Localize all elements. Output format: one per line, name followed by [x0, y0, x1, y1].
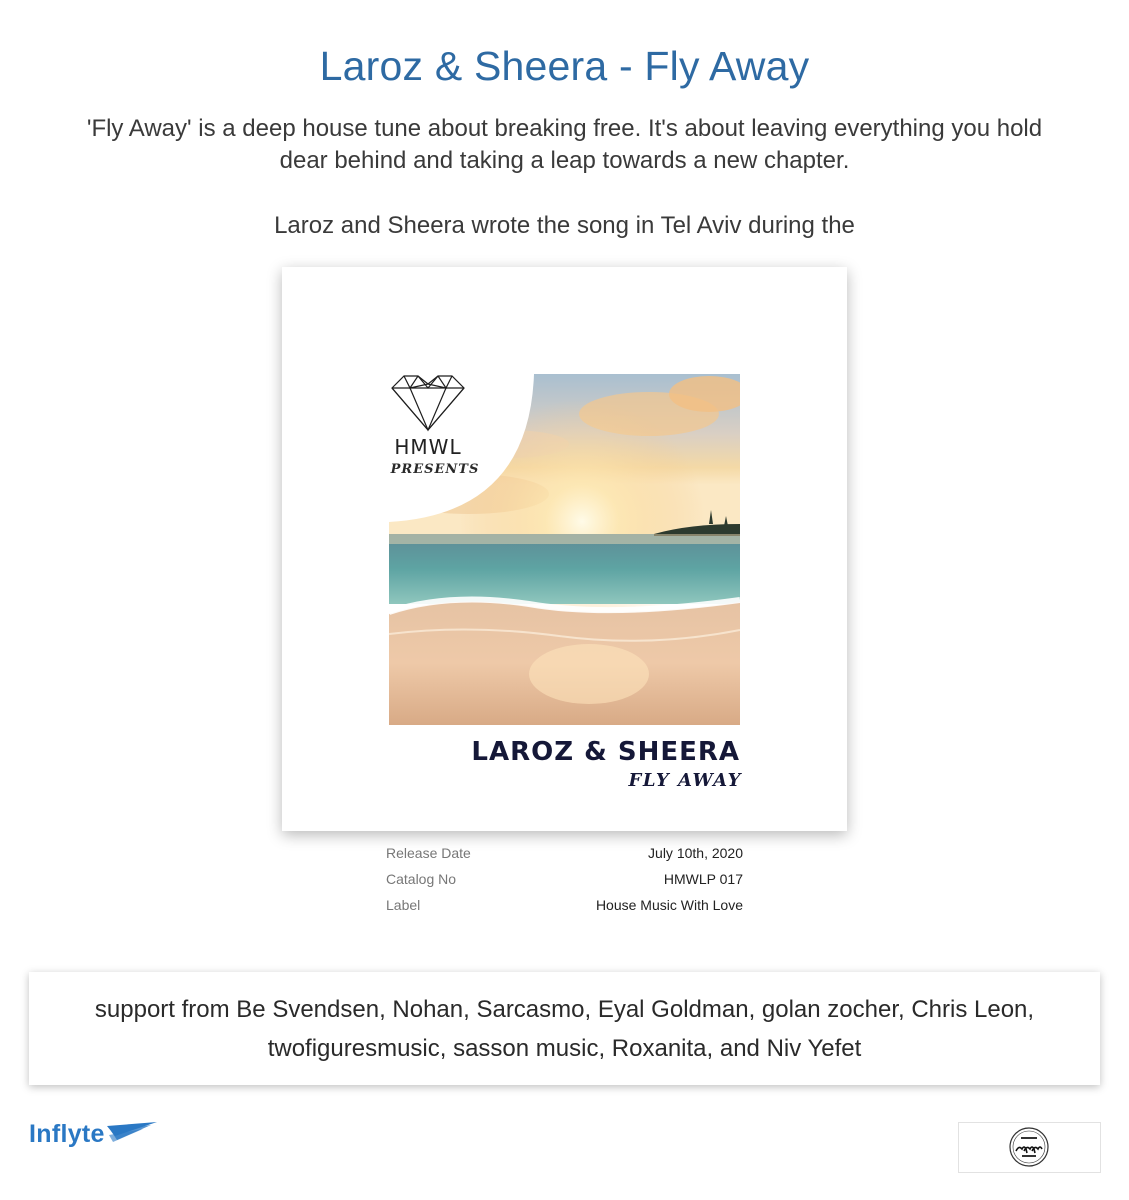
- meta-label: Catalog No: [386, 871, 457, 887]
- page-title: Laroz & Sheera - Fly Away: [319, 43, 810, 89]
- cover-artist-text: LAROZ & SHEERA: [471, 737, 740, 767]
- camel-caravan-logo: [1009, 1127, 1049, 1167]
- label-logo-text: HMWL: [394, 435, 462, 459]
- description-paragraph-1: 'Fly Away' is a deep house tune about breaking free. It's about leaving everything you hold dear behind and taking a leap towards a new chapter.: [86, 115, 1043, 174]
- support-panel: [29, 972, 1100, 1085]
- album-cover-card[interactable]: [282, 267, 847, 831]
- meta-value: HMWLP 017: [663, 871, 743, 887]
- partner-badge[interactable]: [958, 1122, 1101, 1173]
- paper-plane-wings-icon: [107, 1122, 157, 1144]
- label-presents-text: PRESENTS: [390, 462, 480, 477]
- release-date-row: [386, 842, 743, 868]
- cover-track-text: FLY AWAY: [628, 770, 742, 791]
- meta-value: House Music With Love: [595, 897, 743, 913]
- release-info-table: [386, 842, 743, 920]
- meta-value: July 10th, 2020: [648, 845, 743, 861]
- description-paragraph-2: Laroz and Sheera wrote the song in Tel Aviv during the: [274, 212, 855, 239]
- catalog-no-row: [386, 868, 743, 894]
- inflyte-logo-link[interactable]: [29, 1120, 157, 1149]
- heart-diamond-icon: [390, 372, 466, 432]
- brand-name: Inflyte: [29, 1120, 105, 1148]
- meta-label: Label: [386, 897, 421, 913]
- meta-label: Release Date: [386, 845, 471, 861]
- label-row: [386, 894, 743, 920]
- support-text: support from Be Svendsen, Nohan, Sarcasmo, Eyal Goldman, golan zocher, Chris Leon, twofiguresmusic, sasson music, Roxanita, and Niv Yefet: [94, 995, 1035, 1062]
